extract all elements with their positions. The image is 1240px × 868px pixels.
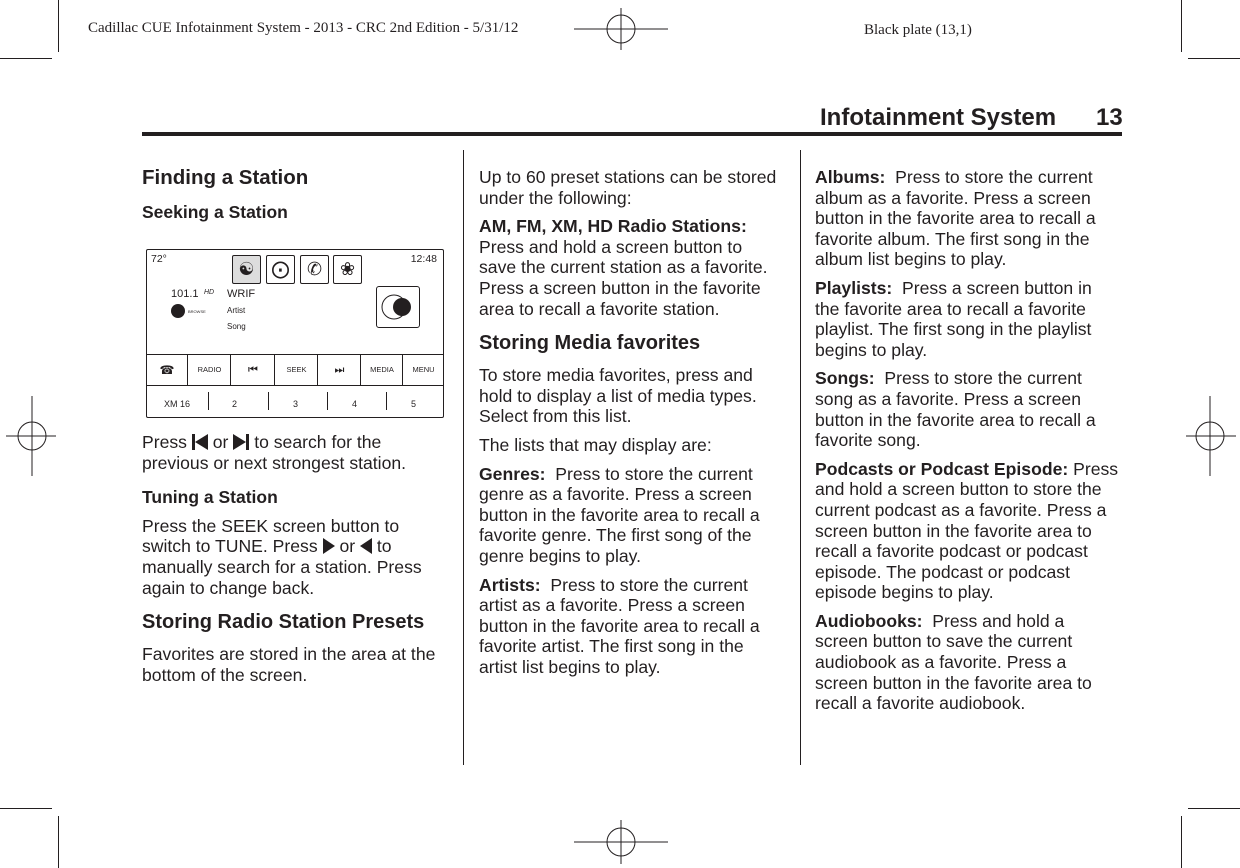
heading-tuning-station: Tuning a Station xyxy=(142,487,278,508)
playlists-entry: Playlists: Press a screen button in the favorite area to recall a favorite playlist. The first song in the playlist begins to play. xyxy=(815,277,1092,360)
station-name: WRIF xyxy=(227,288,256,300)
registration-mark xyxy=(6,396,56,476)
album-art-icon xyxy=(377,287,419,327)
preset-2: 2 xyxy=(232,399,238,409)
column-3 xyxy=(815,167,1120,722)
media-button: MEDIA xyxy=(360,355,403,385)
podcasts-term: Podcasts or Podcast Episode: xyxy=(815,458,1069,479)
column-1 xyxy=(142,166,447,231)
crop-mark xyxy=(58,0,59,52)
frequency: 101.1 xyxy=(171,288,199,300)
podcasts-entry: Podcasts or Podcast Episode: Press and hold a screen button to store the current podcast as a favorite. Press a screen button in the favorite area to recall a favorite podcast or podcast episode. The podcast or podcast episode begins to play. xyxy=(815,458,1119,603)
browse-label: BROWSE xyxy=(188,309,206,314)
column-divider xyxy=(463,150,464,765)
registration-mark xyxy=(1186,396,1236,476)
preset-4: 4 xyxy=(352,399,358,409)
media-paragraph: To store media favorites, press and hold to display a list of media types. Select from this list. xyxy=(479,365,757,427)
presets-paragraph: Favorites are stored in the area at the bottom of the screen. xyxy=(142,644,436,685)
genres-entry: Genres: Press to store the current genre as a favorite. Press a screen button in the favorite area to recall a favorite genre. The first song of the genre begins to play. xyxy=(479,463,760,566)
playlists-term: Playlists: xyxy=(815,277,893,298)
preset-divider xyxy=(268,392,269,410)
preset-divider xyxy=(386,392,387,410)
registration-mark xyxy=(574,8,668,50)
crop-mark xyxy=(1188,808,1240,809)
audiobooks-term: Audiobooks: xyxy=(815,610,923,631)
band-label: XM 16 xyxy=(164,399,191,409)
page-number: 13 xyxy=(1096,104,1123,131)
header-rule xyxy=(142,132,1122,136)
seek-next-icon xyxy=(233,434,246,450)
am-fm-entry: AM, FM, XM, HD Radio Stations: Press and hold a screen button to save the current station as a favorite. Press a screen button in the favorite area to recall a favorite station. xyxy=(479,216,768,319)
voice-icon: ☎ xyxy=(159,363,175,377)
album-art xyxy=(376,286,420,328)
heading-seeking-station: Seeking a Station xyxy=(142,202,288,222)
heading-finding-station: Finding a Station xyxy=(142,166,309,189)
menu-button: MENU xyxy=(402,355,444,385)
seek-button: SEEK xyxy=(274,355,318,385)
am-fm-term: AM, FM, XM, HD Radio Stations: xyxy=(479,216,747,237)
climate-icon: ❀ xyxy=(333,255,362,284)
phone-icon: ✆ xyxy=(300,255,329,284)
crop-mark xyxy=(1181,0,1182,52)
preset-3: 3 xyxy=(293,399,299,409)
preset-intro: Up to 60 preset stations can be stored under the following: xyxy=(479,167,777,208)
control-button-row xyxy=(147,354,443,386)
registration-mark xyxy=(574,820,668,864)
prev-button: ⏮ xyxy=(230,355,275,385)
crop-mark xyxy=(1181,816,1182,868)
infotainment-screen-figure xyxy=(146,249,444,418)
nav-icon: ⨀ xyxy=(266,255,295,284)
audiobooks-entry: Audiobooks: Press and hold a screen button to save the current audiobook as a favorite. Press a screen button in the favorite area to recall a favorite audiobook. xyxy=(815,610,1092,714)
audio-icon: ☯ xyxy=(232,255,261,284)
seek-previous-icon xyxy=(195,434,208,450)
preset-5: 5 xyxy=(411,399,417,409)
songs-term: Songs: xyxy=(815,368,875,389)
crop-mark xyxy=(0,58,52,59)
songs-entry: Songs: Press to store the current song as a favorite. Press a screen button in the favorite area to recall a favorite song. xyxy=(815,368,1096,451)
albums-term: Albums: xyxy=(815,167,886,187)
running-header-title: Infotainment System xyxy=(820,104,1057,131)
next-button: ⏭ xyxy=(317,355,361,385)
albums-entry: Albums: Press to store the current album as a favorite. Press a screen button in the favorite area to recall a favorite album. The first song in the album list begins to play. xyxy=(815,167,1096,270)
column-1-lower xyxy=(142,432,447,693)
artists-entry: Artists: Press to store the current artist as a favorite. Press a screen button in the favorite area to recall a favorite artist. The first song in the artist list begins to play. xyxy=(479,574,760,677)
artist-label: Artist xyxy=(227,306,246,315)
heading-storing-media: Storing Media favorites xyxy=(479,332,701,355)
hd-radio-logo: HD xyxy=(204,289,215,296)
tune-right-arrow-icon xyxy=(323,538,335,554)
lists-intro: The lists that may display are: xyxy=(479,434,712,455)
seek-paragraph: Press or to search for the previous or next strongest station. xyxy=(142,432,407,473)
outside-temp: 72° xyxy=(151,253,167,265)
tuning-paragraph: Press the SEEK screen button to switch to TUNE. Press or to manually search for a station. Press again to change back. xyxy=(142,515,422,598)
crop-mark xyxy=(0,808,52,809)
print-header-left: Cadillac CUE Infotainment System - 2013 - CRC 2nd Edition - 5/31/12 xyxy=(88,20,519,36)
preset-divider xyxy=(327,392,328,410)
browse-icon xyxy=(171,304,185,318)
column-2 xyxy=(479,167,784,685)
heading-storing-presets: Storing Radio Station Presets xyxy=(142,611,425,634)
print-header-right: Black plate (13,1) xyxy=(864,22,972,38)
preset-divider xyxy=(208,392,209,410)
column-divider xyxy=(800,150,801,765)
song-label: Song xyxy=(227,322,246,331)
crop-mark xyxy=(58,816,59,868)
genres-term: Genres: xyxy=(479,463,546,484)
crop-mark xyxy=(1188,58,1240,59)
artists-term: Artists: xyxy=(479,574,541,595)
tune-left-arrow-icon xyxy=(360,538,372,554)
radio-button: RADIO xyxy=(187,355,231,385)
clock: 12:48 xyxy=(410,253,437,265)
